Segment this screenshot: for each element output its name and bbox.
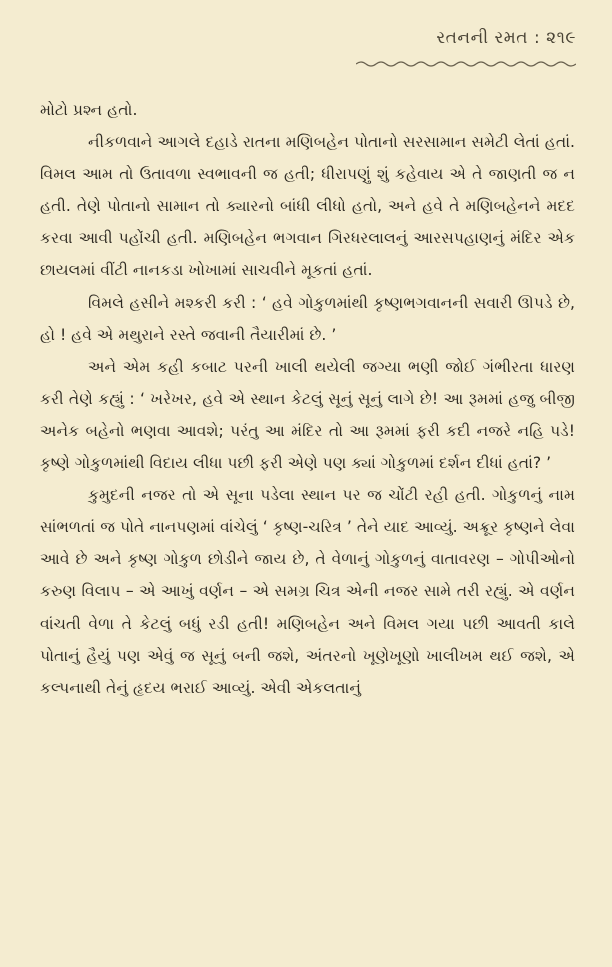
paragraph-1: મોટો પ્રશ્ન હતો.: [40, 101, 138, 119]
paragraph-3: વિમલે હસીને મશ્કરી કરી : ‘ હવે ગોકુળમાંથી કૃષ્ણભગવાનની સવારી ઊપડે છે, હો ! હવે એ મથુરાને રસ્તે જવાની તૈયારીમાં છે. ’: [40, 293, 575, 344]
paragraph-2: નીકળવાને આગલે દહાડે રાતના મણિબહેન પોતાનો સરસામાન સમેટી લેતાં હતાં. વિમલ આમ તો ઉતાવળા સ્વભાવની જ હતી; ધીરાપણું શું કહેવાય એ તે જાણતી જ ન હતી. તેણે પોતાનો સામાન તો ક્યારનો બાંધી લીધો હતો, અને હવે તે મણિબહેનને મદદ કરવા આવી પહોંચી હતી. મણિબહેન ભગવાન ગિરધરલાલનું આરસપહાણનું મંદિર એક છાયલમાં વીંટી નાનકડા ખોખામાં સાચવીને મૂકતાં હતાં.: [40, 133, 575, 280]
header-wavy-rule: [356, 60, 576, 68]
paragraph-5: કુમુદની નજર તો એ સૂના પડેલા સ્થાન પર જ ચોંટી રહી હતી. ગોકુળનું નામ સાંભળતાં જ પોતે નાનપણમાં વાંચેલું ‘ કૃષ્ણ-ચરિત્ર ’ તેને યાદ આવ્યું. અક્રૂર કૃષ્ણને લેવા આવે છે અને કૃષ્ણ ગોકુળ છોડીને જાય છે, તે વેળાનું ગોકુળનું વાતાવરણ – ગોપીઓનો કરુણ વિલાપ – એ આખું વર્ણન – એ સમગ્ર ચિત્ર એની નજર સામે તરી રહ્યું. એ વર્ણન વાંચતી વેળા તે કેટલું બધું રડી હતી! મણિબહેન અને વિમલ ગયા પછી આવતી કાલે પોતાનું હૈયું પણ એવું જ સૂનું બની જશે, અંતરનો ખૂણેખૂણો ખાલીખમ થઈ જશે, એ કલ્પનાથી તેનું હૃદય ભરાઈ આવ્યું. એવી એકલતાનું: [40, 486, 575, 697]
running-header: રતનની રમત : ૨૧૯: [436, 28, 576, 48]
paragraph-4: અને એમ કહી કબાટ પરની ખાલી થયેલી જગ્યા ભણી જોઈ ગંભીરતા ધારણ કરી તેણે કહ્યું : ‘ ખરેખર, હવે એ સ્થાન કેટલું સૂનું સૂનું લાગે છે! આ રૂમમાં હજુ બીજી અનેક બહેનો ભણવા આવશે; પરંતુ આ મંદિર તો આ રૂમમાં ફરી કદી નજરે નહિ પડે! કૃષ્ણે ગોકુળમાંથી વિદાય લીધા પછી ફરી એણે પણ ક્યાં ગોકુળમાં દર્શન દીધાં હતાં? ’: [40, 357, 575, 473]
body-text: [40, 94, 575, 704]
